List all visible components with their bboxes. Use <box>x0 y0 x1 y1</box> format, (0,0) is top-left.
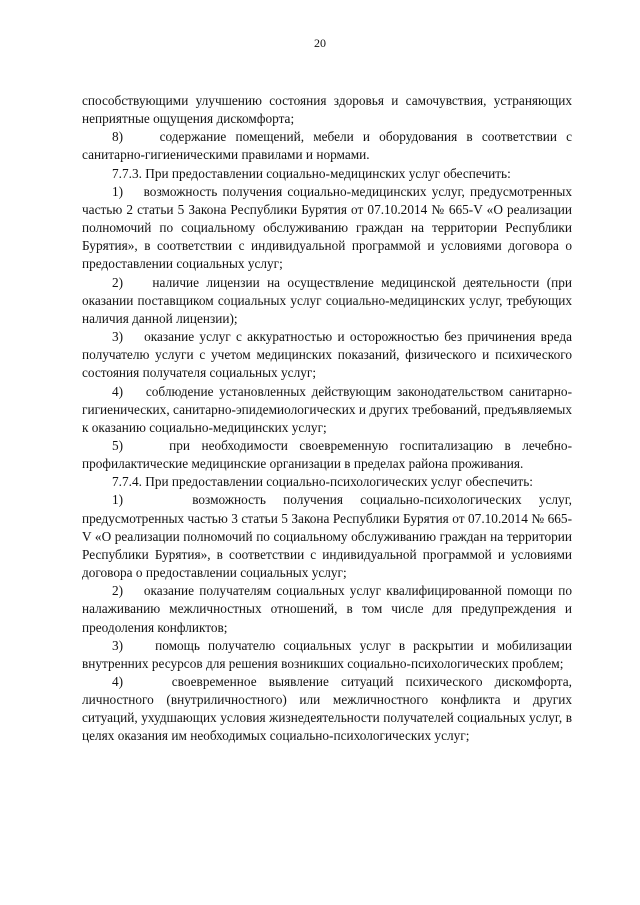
section-heading: 7.7.3. При предоставлении социально-медицинских услуг обеспечить: <box>112 165 511 181</box>
list-item: 2) наличие лицензии на осуществление медицинской деятельности (при оказании поставщиком социальных услуг социально-медицинских услуг, требующих наличия данной лицензии); <box>82 274 572 326</box>
list-item: 4) соблюдение установленных действующим законодательством санитарно-гигиенических, санитарно-эпидемиологических и других требований, предъявляемых к оказанию социально-медицинских услуг; <box>82 383 572 435</box>
list-item: 1) возможность получения социально-психологических услуг, предусмотренных частью 3 статьи 5 Закона Республики Бурятия от 07.10.2014 № 665-V «О реализации полномочий по социальному обслуживанию граждан на территории Республики Бурятия», в соответствии с индивидуальной программой и условиями договора о предоставлении социальных услуг; <box>82 492 572 581</box>
paragraph: способствующими улучшению состояния здоровья и самочувствия, устраняющих неприятные ощущения дискомфорта; <box>82 93 572 127</box>
list-item: 1) возможность получения социально-медицинских услуг, предусмотренных частью 2 статьи 5 Закона Республики Бурятия от 07.10.2014 № 665-V «О реализации полномочий по социальному обслуживанию граждан на территории Республики Бурятия», в соответствии с индивидуальной программой и условиями договора о предоставлении социальных услуг; <box>82 183 572 272</box>
list-item: 5) при необходимости своевременную госпитализацию в лечебно-профилактические медицинские организации в пределах района проживания. <box>82 437 572 472</box>
document-body <box>82 92 572 746</box>
list-item: 3) помощь получателю социальных услуг в раскрытии и мобилизации внутренних ресурсов для решения возникших социально-психологических проблем; <box>82 637 572 671</box>
list-item: 2) оказание получателям социальных услуг квалифицированной помощи по налаживанию межличностных отношений, в том числе для предупреждения и преодоления конфликтов; <box>82 583 572 635</box>
section-heading: 7.7.4. При предоставлении социально-психологических услуг обеспечить: <box>112 474 533 490</box>
page-number: 20 <box>314 36 326 50</box>
list-item: 3) оказание услуг с аккуратностью и осторожностью без причинения вреда получателю услуги с учетом медицинских показаний, физического и психического состояния получателя социальных услуг; <box>82 329 572 381</box>
list-item: 8) содержание помещений, мебели и оборудования в соответствии с санитарно-гигиеническими правилами и нормами. <box>82 129 572 163</box>
list-item: 4) своевременное выявление ситуаций психического дискомфорта, личностного (внутриличностного) или межличностного конфликта и других ситуаций, ухудшающих условия жизнедеятельности получателей социальных услуг, в целях оказания им необходимых социально-психологических услуг; <box>82 674 572 744</box>
